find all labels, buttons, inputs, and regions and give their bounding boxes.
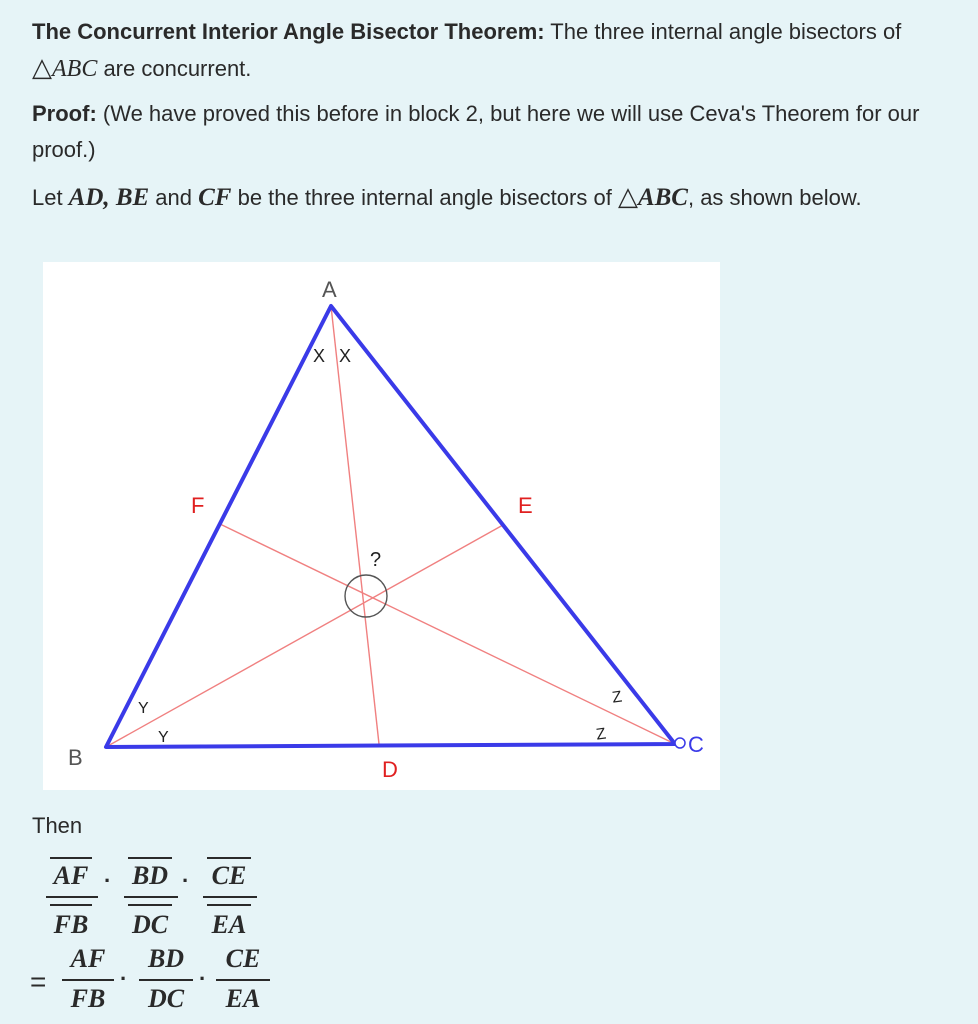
dot-1: · bbox=[104, 868, 112, 893]
angle-mark-z-lower: Z bbox=[595, 725, 608, 744]
overline-ce bbox=[207, 857, 251, 859]
overline-dc bbox=[128, 904, 172, 906]
let-and: and bbox=[149, 185, 199, 210]
triangle-name: ABC bbox=[637, 184, 688, 211]
vertex-label-b: B bbox=[68, 745, 83, 770]
numerator-bd-2: BD bbox=[147, 944, 185, 973]
numerator-ce-2: CE bbox=[225, 944, 261, 973]
angle-mark-x-right: X bbox=[339, 346, 352, 366]
segment-be: BE bbox=[115, 184, 150, 211]
segment-cf: CF bbox=[198, 184, 232, 211]
triangle-symbol: △ bbox=[617, 182, 638, 212]
triangle-figure bbox=[43, 262, 720, 790]
overline-af bbox=[50, 857, 92, 859]
let-paragraph bbox=[32, 179, 952, 216]
angle-mark-z-upper: Z bbox=[611, 688, 624, 707]
fraction-bar-4 bbox=[62, 979, 114, 981]
bisector-cf bbox=[220, 524, 675, 744]
denominator-ea-2: EA bbox=[225, 984, 261, 1013]
fraction-bar-2 bbox=[124, 896, 178, 898]
numerator-af-2: AF bbox=[70, 944, 106, 973]
proof-label: Proof: bbox=[32, 101, 97, 126]
dot-2: · bbox=[182, 868, 190, 893]
fraction-bar-1 bbox=[46, 896, 98, 898]
equals-sign: = bbox=[30, 966, 47, 997]
overline-fb bbox=[50, 904, 92, 906]
triangle-symbol: △ bbox=[32, 53, 52, 83]
theorem-text-end: are concurrent. bbox=[97, 56, 252, 81]
dot-3: · bbox=[120, 966, 128, 991]
angle-mark-y-lower: Y bbox=[158, 729, 169, 746]
overline-ea bbox=[207, 904, 251, 906]
denominator-fb-2: FB bbox=[70, 984, 106, 1013]
foot-label-d: D bbox=[382, 757, 398, 782]
incenter-circle bbox=[345, 575, 387, 617]
let-end: , as shown below. bbox=[687, 185, 862, 210]
fraction-bar-6 bbox=[216, 979, 270, 981]
proof-text: (We have proved this before in block 2, but here we will use Ceva's Theorem for our proof.) bbox=[32, 101, 920, 162]
denominator-dc-2: DC bbox=[147, 984, 185, 1013]
vertex-label-c: C bbox=[688, 732, 704, 757]
overline-bd bbox=[128, 857, 172, 859]
denominator-dc: DC bbox=[131, 910, 169, 939]
triangle-diagram bbox=[43, 262, 720, 790]
bisector-be bbox=[106, 525, 503, 747]
angle-mark-x-left: X bbox=[313, 346, 326, 366]
let-prefix: Let bbox=[32, 185, 69, 210]
vertex-c-point bbox=[675, 738, 685, 748]
segment-ad: AD, bbox=[68, 184, 110, 211]
foot-label-f: F bbox=[191, 493, 205, 518]
let-suffix: be the three internal angle bisectors of bbox=[231, 185, 618, 210]
theorem-statement bbox=[32, 14, 952, 87]
theorem-title: The Concurrent Interior Angle Bisector Theorem: bbox=[32, 19, 545, 44]
angle-mark-y-upper: Y bbox=[138, 700, 149, 717]
fraction-bar-3 bbox=[203, 896, 257, 898]
denominator-ea: EA bbox=[211, 910, 247, 939]
dot-4: · bbox=[199, 966, 207, 991]
proof-paragraph bbox=[32, 96, 952, 168]
fraction-bar-5 bbox=[139, 979, 193, 981]
foot-label-e: E bbox=[518, 493, 533, 518]
numerator-af: AF bbox=[53, 861, 89, 890]
theorem-text: The three internal angle bisectors of bbox=[544, 19, 902, 44]
incenter-question-mark: ? bbox=[370, 549, 382, 571]
then-label: Then bbox=[32, 813, 83, 838]
vertex-label-a: A bbox=[322, 277, 337, 302]
bisector-ad bbox=[331, 306, 382, 744]
numerator-ce: CE bbox=[211, 861, 247, 890]
triangle-name: ABC bbox=[52, 56, 98, 82]
triangle-abc bbox=[106, 306, 675, 747]
numerator-bd: BD bbox=[131, 861, 169, 890]
denominator-fb: FB bbox=[53, 910, 89, 939]
